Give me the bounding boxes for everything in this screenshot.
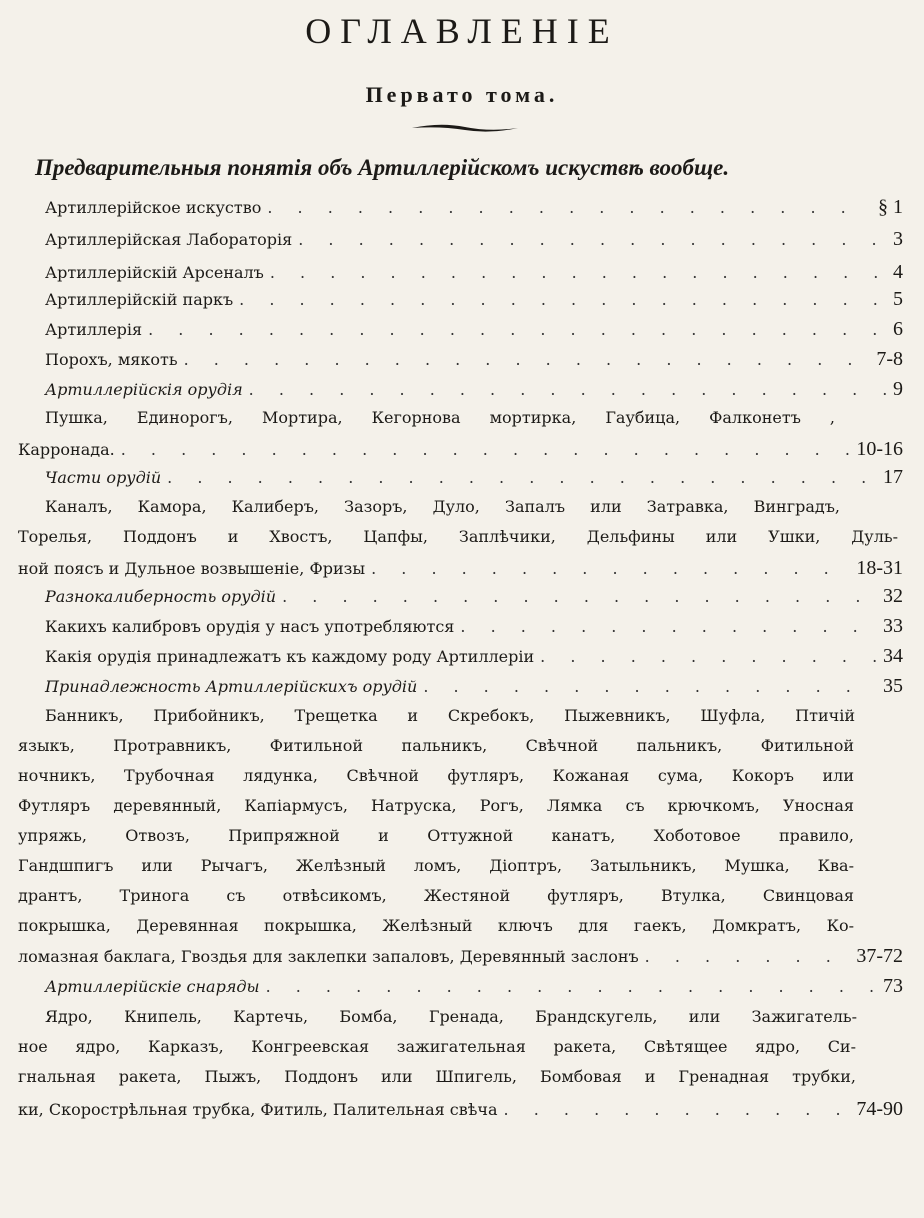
dot-leader: [267, 198, 872, 217]
entry-text-line: дрантъ, Тринога съ отвѣсикомъ, Жестяной футляръ, Втулка, Свинцовая: [18, 886, 854, 905]
toc-entry: [45, 466, 903, 489]
entry-label: Какія орудія принадлежатъ къ каждому роду Артиллеріи: [45, 647, 535, 666]
entry-text-line: гнальная ракета, Пыжъ, Поддонъ или Шпигель, Бомбовая и Гренадная трубки,: [18, 1067, 856, 1086]
page-number: 7-8: [876, 348, 903, 370]
dot-leader: [148, 320, 887, 339]
dot-leader: [371, 559, 850, 578]
entry-text-line: Каналъ, Камора, Калиберъ, Зазоръ, Дуло, Запалъ или Затравка, Винградъ,: [45, 497, 840, 516]
entry-label: Артиллерійскій Арсеналъ: [45, 263, 264, 282]
toc-entry: [45, 585, 903, 608]
entry-text-line: Пушка, Единорогъ, Мортира, Кегорнова мортирка, Гаубица, Фалконетъ ,: [45, 408, 835, 427]
toc-entry: [45, 975, 903, 998]
page-number: 9: [893, 378, 903, 400]
page-number: 10-16: [856, 438, 903, 460]
dot-leader: [540, 647, 877, 666]
toc-entry: [45, 645, 903, 668]
dot-leader: [270, 263, 887, 282]
toc-entry: [45, 228, 903, 251]
entry-text-line: языкъ, Протравникъ, Фитильной пальникъ, Свѣчной пальникъ, Фитильной: [18, 736, 854, 755]
entry-label: Артиллерійскіе снаряды: [45, 977, 260, 996]
entry-label: Артиллерійское искуство: [45, 198, 262, 217]
entry-text-line: ночникъ, Трубочная лядунка, Свѣчной футляръ, Кожаная сума, Кокоръ или: [18, 766, 854, 785]
dot-leader: [121, 440, 851, 459]
page-number: 73: [883, 975, 903, 997]
page-number: 32: [883, 585, 903, 607]
page-number: 6: [893, 318, 903, 340]
entry-label: Порохъ, мякоть: [45, 350, 178, 369]
page-number: 33: [883, 615, 903, 637]
page-number: 35: [883, 675, 903, 697]
entry-label: Карронада.: [18, 440, 115, 459]
dot-leader: [504, 1100, 851, 1119]
dot-leader: [249, 380, 887, 399]
entry-label: ломазная баклага, Гвоздья для заклепки запаловъ, Деревянный заслонъ: [18, 947, 639, 966]
entry-text-line: Банникъ, Прибойникъ, Трещетка и Скребокъ, Пыжевникъ, Шуфла, Птичій: [45, 706, 855, 725]
entry-label: Артиллерійская Лабораторія: [45, 230, 293, 249]
page-number: § 1: [878, 196, 903, 218]
entry-label: Какихъ калибровъ орудія у насъ употребляются: [45, 617, 455, 636]
dot-leader: [423, 677, 877, 696]
page-number: 5: [893, 288, 903, 310]
dot-leader: [184, 350, 871, 369]
entry-text-line: Гандшпигъ или Рычагъ, Желѣзный ломъ, Діоптръ, Затыльникъ, Мушка, Ква-: [18, 856, 854, 875]
entry-label: Артиллерійскій паркъ: [45, 290, 234, 309]
page-title: ОГЛАВЛЕНІЕ: [305, 11, 619, 51]
toc-entry: [45, 261, 903, 284]
entry-text-line: Ядро, Книпель, Картечь, Бомба, Гренада, Брандскугель, или Зажигатель-: [45, 1007, 857, 1026]
page-number: 34: [883, 645, 903, 667]
page-number: 37-72: [856, 945, 903, 967]
entry-label: Части орудій: [45, 468, 162, 487]
entry-text-line: ное ядро, Карказъ, Конгреевская зажигательная ракета, Свѣтящее ядро, Си-: [18, 1037, 856, 1056]
dot-leader: [266, 977, 877, 996]
toc-entry: [45, 196, 903, 219]
entry-label: Артиллерія: [45, 320, 143, 339]
entry-text-line: упряжь, Отвозъ, Припряжной и Оттужной канатъ, Хоботовое правило,: [18, 826, 854, 845]
toc-entry: [45, 675, 903, 698]
entry-label: Принадлежность Артиллерійскихъ орудій: [45, 677, 418, 696]
entry-label: ки, Скорострѣльная трубка, Фитиль, Палительная свѣча: [18, 1100, 498, 1119]
section-heading: Предварительныя понятія объ Артиллерійскомъ искуствѣ вообще.: [35, 155, 730, 180]
page-number: 4: [893, 261, 903, 283]
page-number: 74-90: [856, 1098, 903, 1120]
toc-entry: [45, 378, 903, 401]
entry-text-line: покрышка, Деревянная покрышка, Желѣзный ключъ для гаекъ, Домкратъ, Ко-: [18, 916, 854, 935]
toc-entry: [18, 438, 903, 461]
dot-leader: [298, 230, 887, 249]
toc-entry: [45, 318, 903, 341]
page-number: 3: [893, 228, 903, 250]
dot-leader: [239, 290, 887, 309]
entry-label: Разнокалиберность орудій: [45, 587, 277, 606]
dot-leader: [645, 947, 851, 966]
toc-entry: [18, 557, 903, 580]
toc-entry: [45, 615, 903, 638]
dot-leader: [167, 468, 877, 487]
toc-entry: [45, 348, 903, 371]
volume-subtitle: Первато тома.: [365, 82, 559, 107]
ornament-rule-icon: [410, 120, 520, 136]
page-number: 18-31: [856, 557, 903, 579]
dot-leader: [460, 617, 877, 636]
entry-text-line: Футляръ деревянный, Капіармусъ, Натруска, Рогъ, Лямка съ крючкомъ, Уносная: [18, 796, 854, 815]
entry-text-line: Торелья, Поддонъ и Хвостъ, Цапфы, Заплѣчики, Дельфины или Ушки, Дуль-: [18, 527, 898, 546]
entry-label: Артиллерійскія орудія: [45, 380, 243, 399]
toc-entry: [18, 945, 903, 968]
page-number: 17: [883, 466, 903, 488]
entry-label: ной поясъ и Дульное возвышеніе, Фризы: [18, 559, 366, 578]
toc-entry: [45, 288, 903, 311]
dot-leader: [282, 587, 877, 606]
toc-entry: [18, 1098, 903, 1121]
